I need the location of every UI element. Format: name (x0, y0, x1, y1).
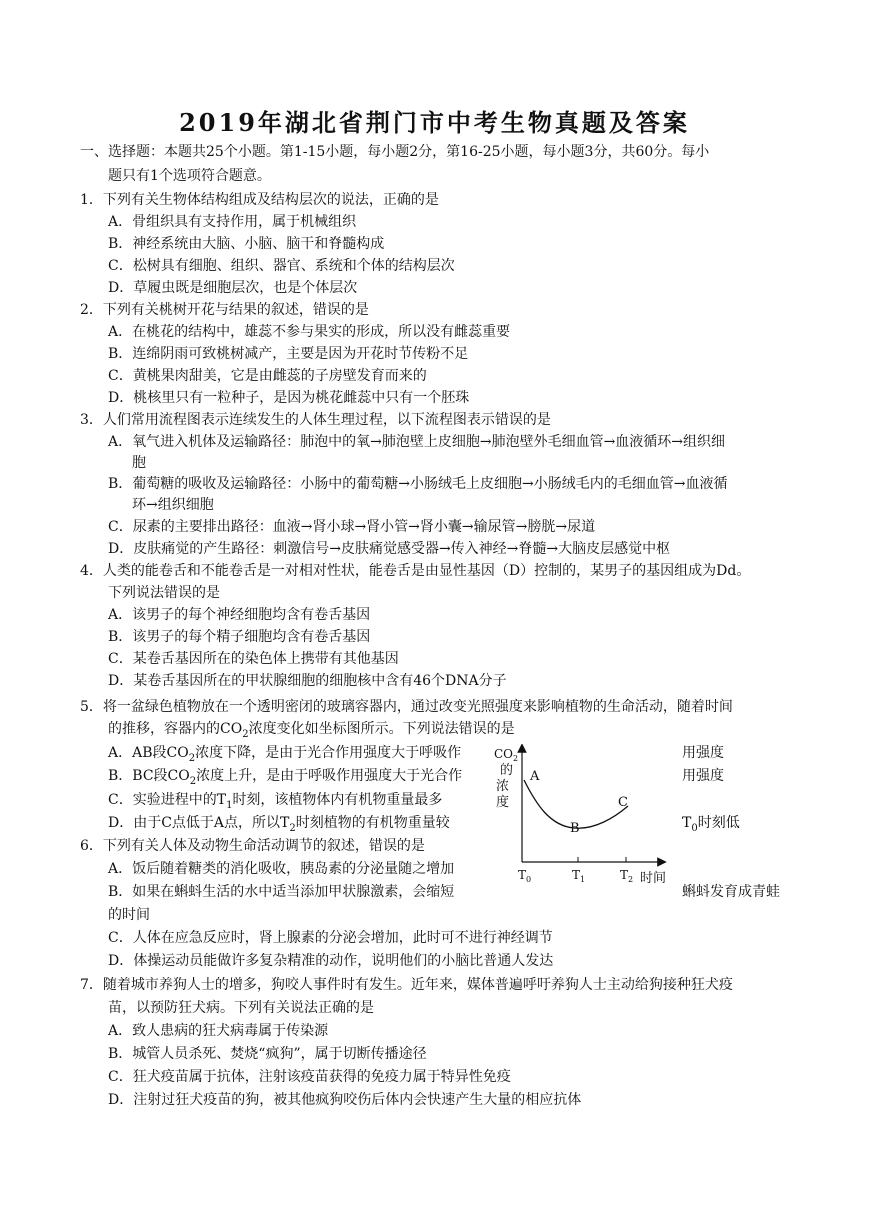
question-7-option-b: B．城管人员杀死、焚烧“疯狗”，属于切断传播途径 (108, 1046, 427, 1062)
question-3-option-c: C．尿素的主要排出路径：血液→肾小球→肾小管→肾小囊→输尿管→膀胱→尿道 (108, 519, 596, 535)
graph-ylabel-nong: 浓 (496, 779, 510, 794)
question-4-option-d: D．某卷舌基因所在的甲状腺细胞的细胞核中含有46个DNA分子 (108, 673, 507, 689)
page-title: 2019年湖北省荆门市中考生物真题及答案 (179, 108, 690, 137)
question-2-option-d: D．桃核里只有一粒种子，是因为桃花雌蕊中只有一个胚珠 (108, 390, 470, 406)
graph-ylabel-co2: $CO_2$ (494, 747, 519, 763)
graph-t1-label: $T_1$ (572, 868, 586, 884)
question-4-option-b: B．该男子的每个精子细胞均含有卷舌基因 (108, 629, 371, 645)
question-6-option-b-end: 蝌蚪发育成青蛙 (682, 884, 780, 900)
question-3-option-d: D．皮肤痛觉的产生路径：刺激信号→皮肤痛觉感受器→传入神经→脊髓→大脑皮层感觉中枢 (108, 541, 671, 557)
graph-ylabel-du: 度 (496, 795, 510, 810)
question-6-option-d: D．体操运动员能做许多复杂精准的动作，说明他们的小脑比普通人发达 (108, 953, 554, 969)
question-7-stem: 7．随着城市养狗人士的增多，狗咬人事件时有发生。近年来，媒体普遍呼吁养狗人士主动给狗接种狂犬疫 (80, 977, 733, 993)
question-6-option-b: B．如果在蝌蚪生活的水中适当添加甲状腺激素，会缩短 (108, 884, 455, 900)
question-6-option-b-cont: 的时间 (108, 907, 150, 923)
question-2-option-c: C．黄桃果肉甜美，它是由雌蕊的子房壁发育而来的 (108, 368, 427, 384)
question-6-option-c: C．人体在应急反应时，肾上腺素的分泌会增加，此时可不进行神经调节 (108, 930, 553, 946)
question-3-option-a: A．氧气进入机体及运输路径：肺泡中的氧→肺泡壁上皮细胞→肺泡壁外毛细血管→血液循环→组织细 (108, 434, 726, 450)
question-1-option-c: C．松树具有细胞、组织、器官、系统和个体的结构层次 (108, 258, 455, 274)
question-7-option-c: C．狂犬疫苗属于抗体，注射该疫苗获得的免疫力属于特异性免疫 (108, 1069, 511, 1085)
question-3-option-b-cont: 环→组织细胞 (132, 497, 214, 513)
graph-xlabel: 时间 (640, 871, 667, 886)
question-2-option-a: A．在桃花的结构中，雄蕊不参与果实的形成，所以没有雌蕊重要 (108, 324, 511, 340)
question-1-option-b: B．神经系统由大脑、小脑、脑干和脊髓构成 (108, 236, 385, 252)
question-5-option-b: B．BC段$CO_2$浓度上升，是由于呼吸作用强度大于光合作 (108, 768, 463, 787)
graph-point-a: A (530, 769, 540, 784)
question-4-stem-cont: 下列说法错误的是 (108, 585, 220, 601)
question-5-option-d: D．由于C点低于A点，所以$T_2$时刻植物的有机物重量较 (108, 815, 450, 834)
question-5-option-b-end: 用强度 (682, 768, 724, 784)
question-5-option-c: C．实验进程中的$T_1$时刻，该植物体内有机物重量最多 (108, 792, 443, 811)
question-7-option-a: A．致人患病的狂犬病毒属于传染源 (108, 1023, 329, 1039)
question-2-stem: 2．下列有关桃树开花与结果的叙述，错误的是 (80, 302, 369, 318)
graph-point-b: B (570, 821, 580, 836)
question-5-option-a: A．AB段$CO_2$浓度下降，是由于光合作用强度大于呼吸作 (108, 745, 462, 764)
graph-ylabel-de: 的 (500, 763, 514, 778)
question-2-option-b: B．连绵阴雨可致桃树减产，主要是因为开花时节传粉不足 (108, 346, 469, 362)
question-1-option-a: A．骨组织具有支持作用，属于机械组织 (108, 214, 357, 230)
question-7-stem-cont: 苗，以预防狂犬病。下列有关说法正确的是 (108, 1000, 374, 1016)
question-7-option-d: D．注射过狂犬疫苗的狗，被其他疯狗咬伤后体内会快速产生大量的相应抗体 (108, 1092, 582, 1108)
question-4-stem: 4．人类的能卷舌和不能卷舌是一对相对性状，能卷舌是由显性基因（D）控制的，某男子的基因组成为Dd。 (80, 563, 751, 579)
question-6-stem: 6．下列有关人体及动物生命活动调节的叙述，错误的是 (80, 838, 425, 854)
question-4-option-c: C．某卷舌基因所在的染色体上携带有其他基因 (108, 651, 399, 667)
question-5-option-a-end: 用强度 (682, 745, 724, 761)
question-3-option-b: B．葡萄糖的吸收及运输路径：小肠中的葡萄糖→小肠绒毛上皮细胞→小肠绒毛内的毛细血管→血液循 (108, 476, 728, 492)
section-heading-line-2: 题只有1个选项符合题意。 (108, 168, 271, 184)
graph-t2-label: $T_2$ (620, 868, 634, 884)
graph-point-c: C (618, 795, 628, 810)
graph-t0-label: $T_0$ (518, 868, 532, 884)
question-5-stem-cont: 的推移，容器内的$CO_2$浓度变化如坐标图所示。下列说法错误的是 (108, 721, 515, 740)
question-5-option-d-end: $T_0$时刻低 (682, 815, 740, 834)
co2-concentration-graph (490, 744, 680, 894)
question-5-stem: 5．将一盆绿色植物放在一个透明密闭的玻璃容器内，通过改变光照强度来影响植物的生命活动，随着时间 (80, 699, 733, 715)
question-4-option-a: A．该男子的每个神经细胞均含有卷舌基因 (108, 607, 371, 623)
section-heading-line-1: 一、选择题：本题共25个小题。第1-15小题，每小题2分，第16-25小题，每小题3分，共60分。每小 (80, 144, 710, 160)
question-1-stem: 1．下列有关生物体结构组成及结构层次的说法，正确的是 (80, 192, 439, 208)
question-1-option-d: D．草履虫既是细胞层次，也是个体层次 (108, 280, 358, 296)
question-3-option-a-cont: 胞 (132, 455, 146, 471)
question-3-stem: 3．人们常用流程图表示连续发生的人体生理过程，以下流程图表示错误的是 (80, 412, 551, 428)
question-6-option-a: A．饭后随着糖类的消化吸收，胰岛素的分泌量随之增加 (108, 861, 455, 877)
